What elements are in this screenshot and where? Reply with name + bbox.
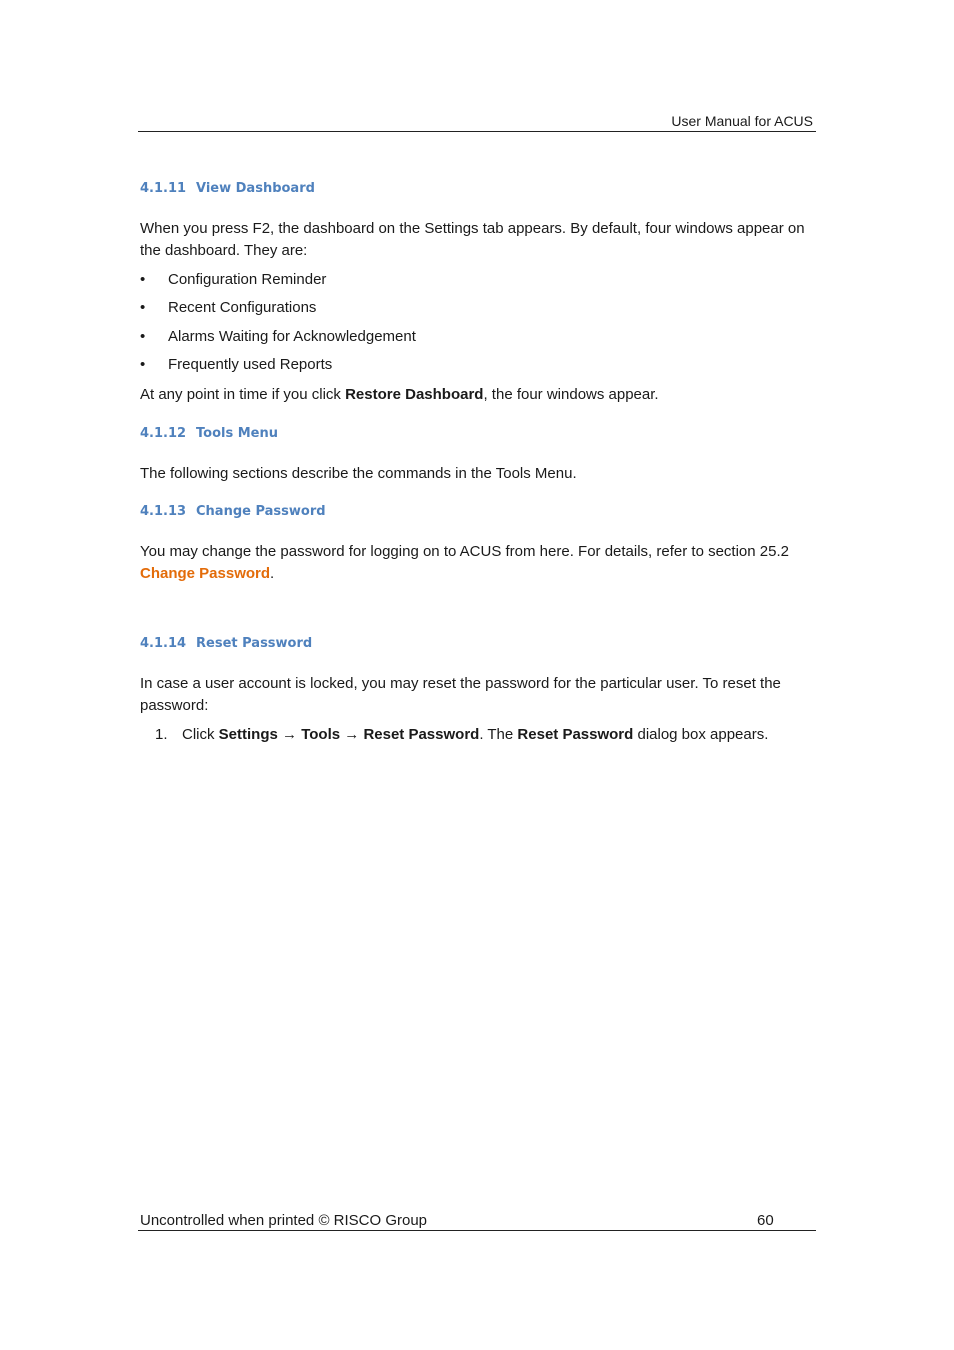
list-item: • Recent Configurations xyxy=(140,299,317,316)
section-title: View Dashboard xyxy=(196,181,315,196)
section-title: Tools Menu xyxy=(196,426,278,441)
header-title: User Manual for ACUS xyxy=(671,113,813,129)
section-title: Change Password xyxy=(196,504,326,519)
section-heading-change-password xyxy=(140,504,326,520)
section-number: 4.1.14 xyxy=(140,636,187,651)
section-heading-view-dashboard xyxy=(140,181,315,197)
section-number: 4.1.12 xyxy=(140,426,187,441)
section-title: Reset Password xyxy=(196,636,313,651)
list-item: • Alarms Waiting for Acknowledgement xyxy=(140,328,416,345)
section-number: 4.1.11 xyxy=(140,181,187,196)
header-rule xyxy=(138,131,816,132)
change-password-link[interactable]: Change Password xyxy=(140,565,271,582)
view-dashboard-intro: When you press F2, the dashboard on the Settings tab appears. By default, four windows appear on the dashboard. They are: xyxy=(140,220,805,259)
list-item: • Frequently used Reports xyxy=(140,356,333,373)
section-heading-tools-menu xyxy=(140,426,278,442)
view-dashboard-outro: At any point in time if you click Restore Dashboard, the four windows appear. xyxy=(140,386,659,403)
reset-password-body: In case a user account is locked, you may reset the password for the particular user. To reset the password: xyxy=(140,675,781,714)
restore-dashboard-term: Restore Dashboard xyxy=(345,386,484,403)
footer-rule xyxy=(138,1230,816,1231)
section-number: 4.1.13 xyxy=(140,504,187,519)
step-item: 1. Click Settings → Tools → Reset Password. The Reset Password dialog box appears. xyxy=(155,726,769,743)
page-number: 60 xyxy=(757,1212,774,1229)
list-item: • Configuration Reminder xyxy=(140,271,327,288)
section-heading-reset-password xyxy=(140,636,312,652)
footer-text: Uncontrolled when printed © RISCO Group xyxy=(140,1212,428,1229)
change-password-body: You may change the password for logging on to ACUS from here. For details, refer to section 25.2 Change Password. xyxy=(140,543,789,582)
tools-menu-body: The following sections describe the commands in the Tools Menu. xyxy=(140,465,577,482)
